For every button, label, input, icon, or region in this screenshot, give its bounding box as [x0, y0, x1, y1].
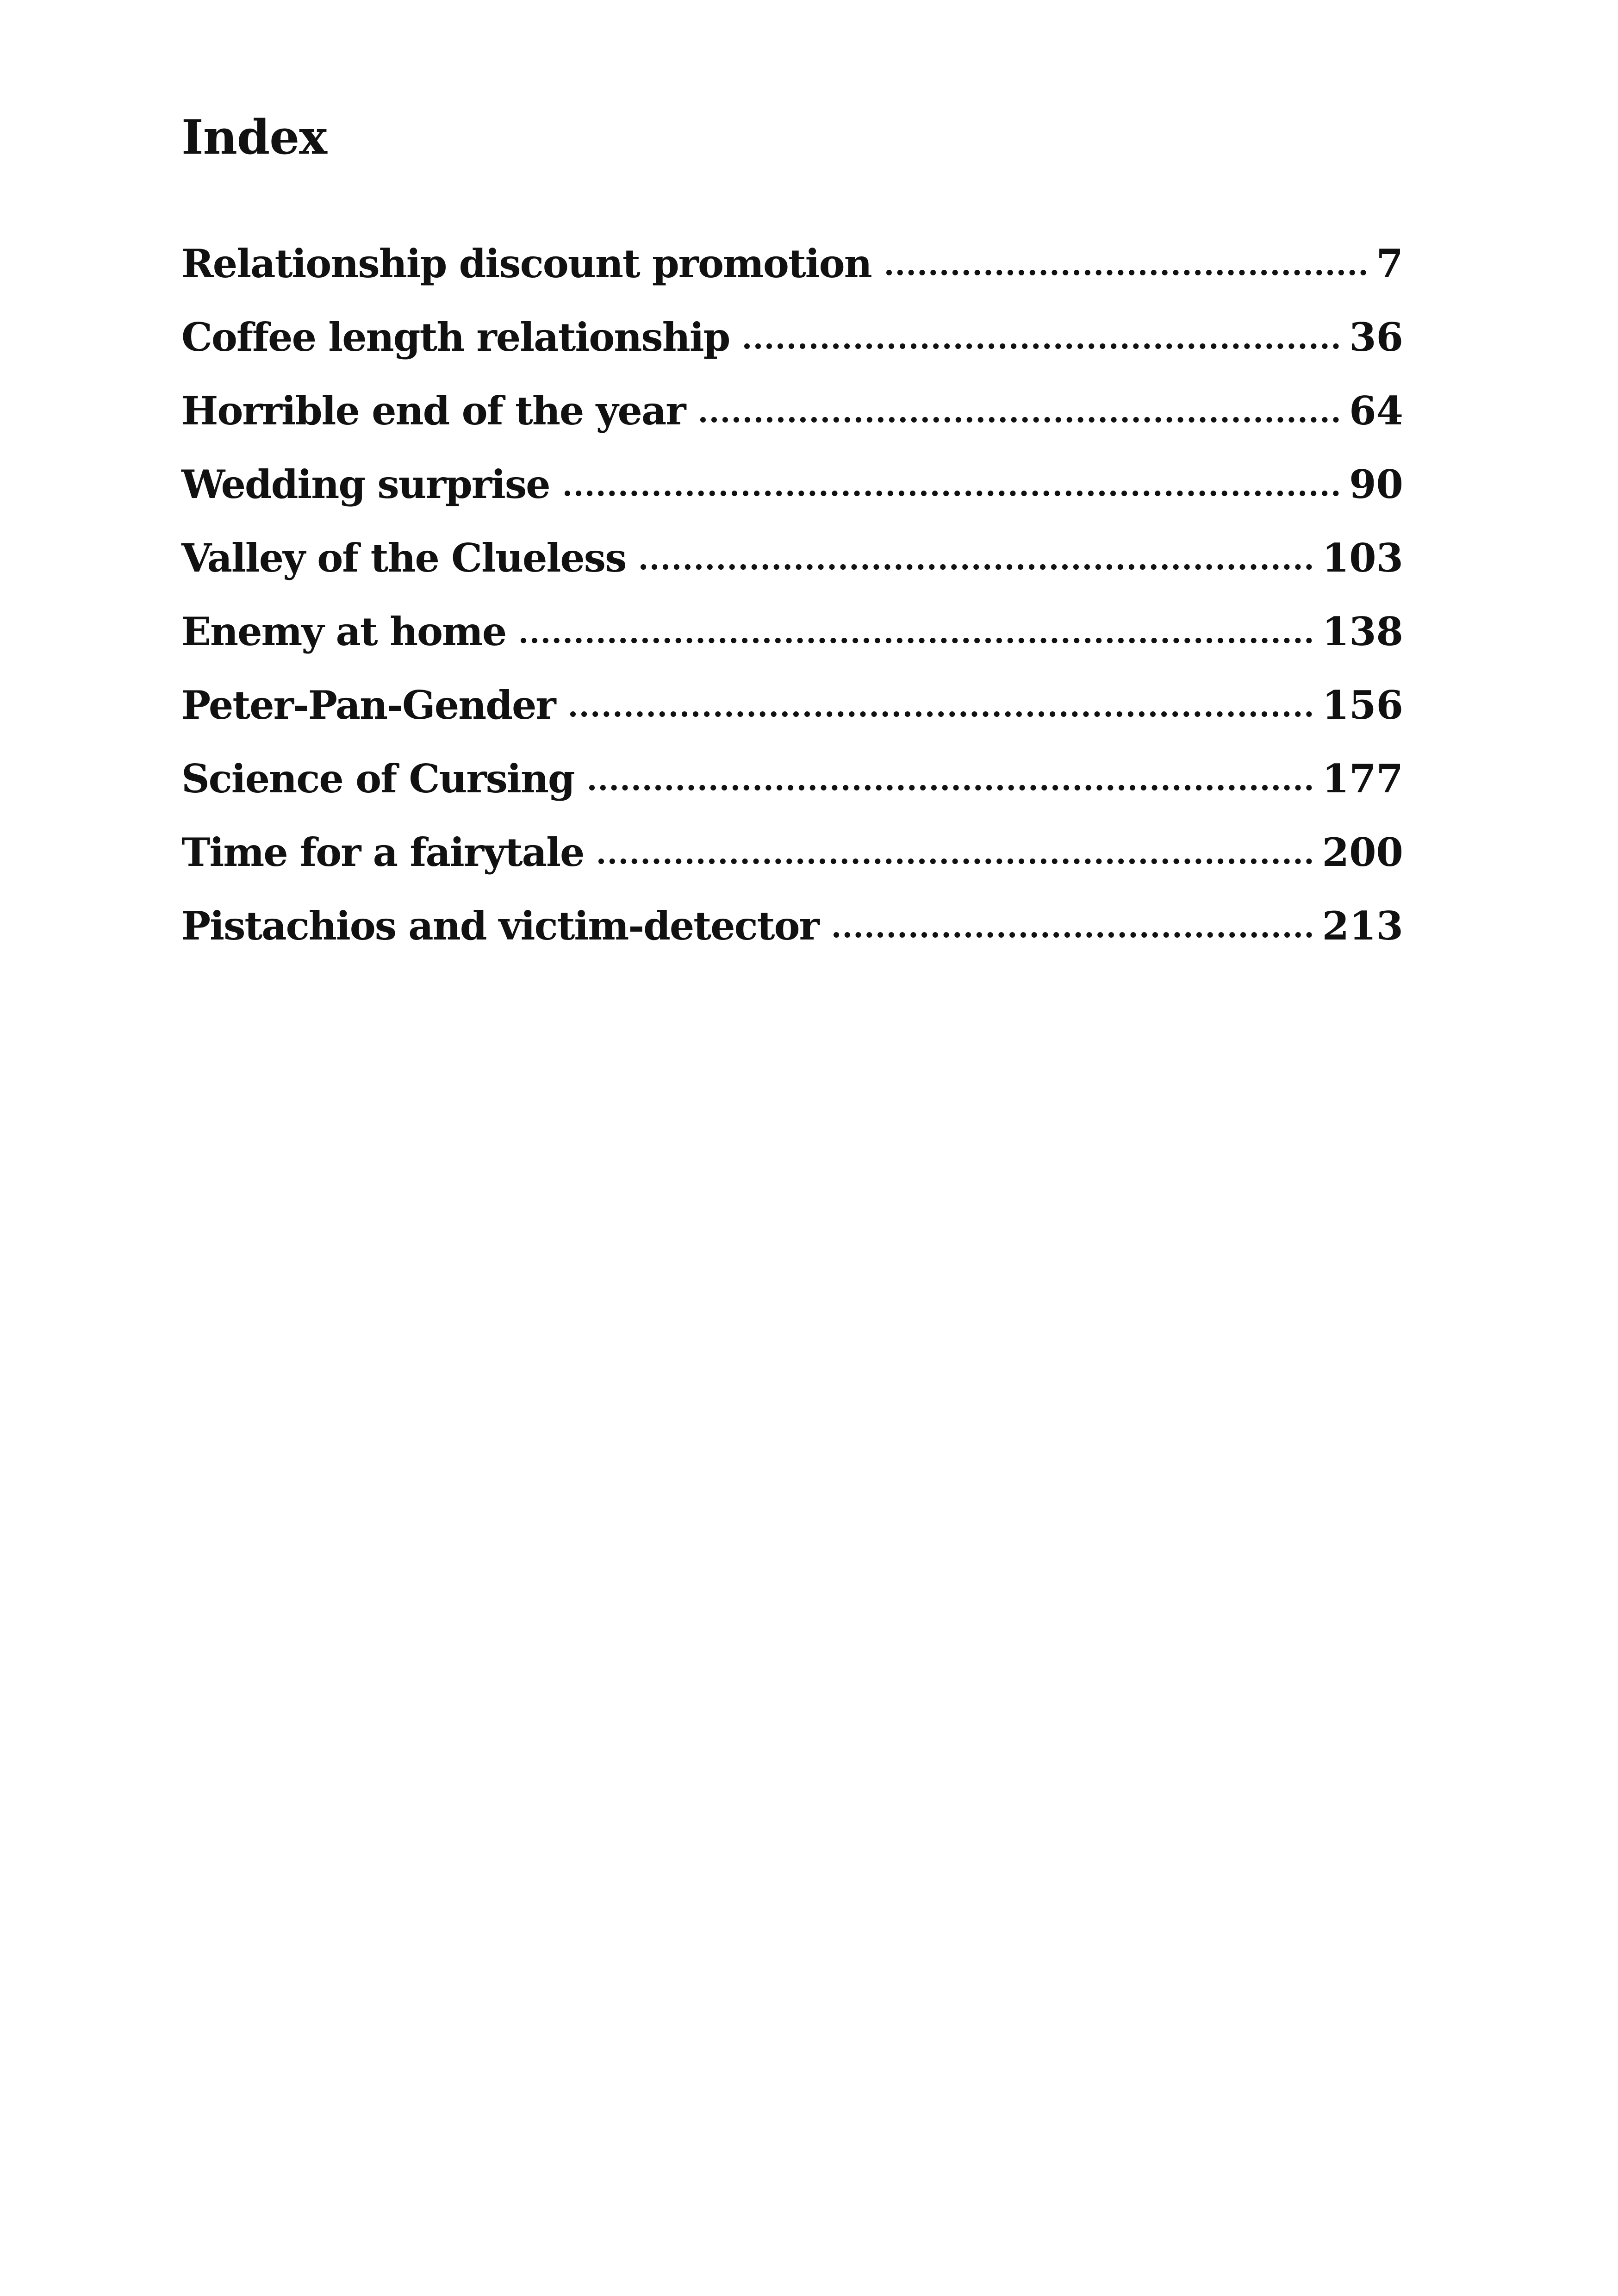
index-entry	[181, 388, 1403, 461]
page-title: Index	[181, 110, 327, 165]
dot-leader	[598, 859, 1312, 864]
entry-page-number: 36	[1349, 314, 1403, 360]
index-entry	[181, 682, 1403, 756]
entry-title: Valley of the Clueless	[181, 535, 626, 581]
index-entry	[181, 241, 1403, 314]
index-entry	[181, 903, 1403, 977]
entry-title: Coffee length relationship	[181, 314, 730, 360]
entry-title: Enemy at home	[181, 609, 506, 654]
dot-leader	[700, 417, 1339, 423]
index-entry	[181, 461, 1403, 535]
index-entry	[181, 756, 1403, 829]
entry-page-number: 138	[1322, 609, 1403, 654]
dot-leader	[589, 785, 1312, 790]
index-entry	[181, 609, 1403, 682]
entry-title: Pistachios and victim-detector	[181, 903, 819, 949]
entry-title: Science of Cursing	[181, 756, 574, 802]
entry-title: Horrible end of the year	[181, 388, 685, 434]
entry-title: Time for a fairytale	[181, 829, 584, 875]
entry-page-number: 200	[1322, 829, 1403, 875]
dot-leader	[565, 491, 1339, 496]
entry-title: Relationship discount promotion	[181, 241, 871, 286]
dot-leader	[521, 638, 1312, 643]
index-entry	[181, 829, 1403, 903]
entry-page-number: 177	[1322, 756, 1403, 802]
index-entry	[181, 314, 1403, 388]
dot-leader	[834, 932, 1312, 938]
entry-page-number: 7	[1376, 241, 1403, 286]
entry-title: Wedding surprise	[181, 461, 550, 507]
dot-leader	[641, 564, 1312, 570]
entry-page-number: 156	[1322, 682, 1403, 728]
entry-title: Peter-Pan-Gender	[181, 682, 555, 728]
entry-page-number: 90	[1349, 461, 1403, 507]
dot-leader	[570, 711, 1312, 717]
index-entry	[181, 535, 1403, 609]
entry-page-number: 64	[1349, 388, 1403, 434]
entry-page-number: 213	[1322, 903, 1403, 949]
entry-page-number: 103	[1322, 535, 1403, 581]
index-list	[181, 241, 1403, 977]
dot-leader	[886, 270, 1366, 275]
dot-leader	[744, 343, 1339, 349]
